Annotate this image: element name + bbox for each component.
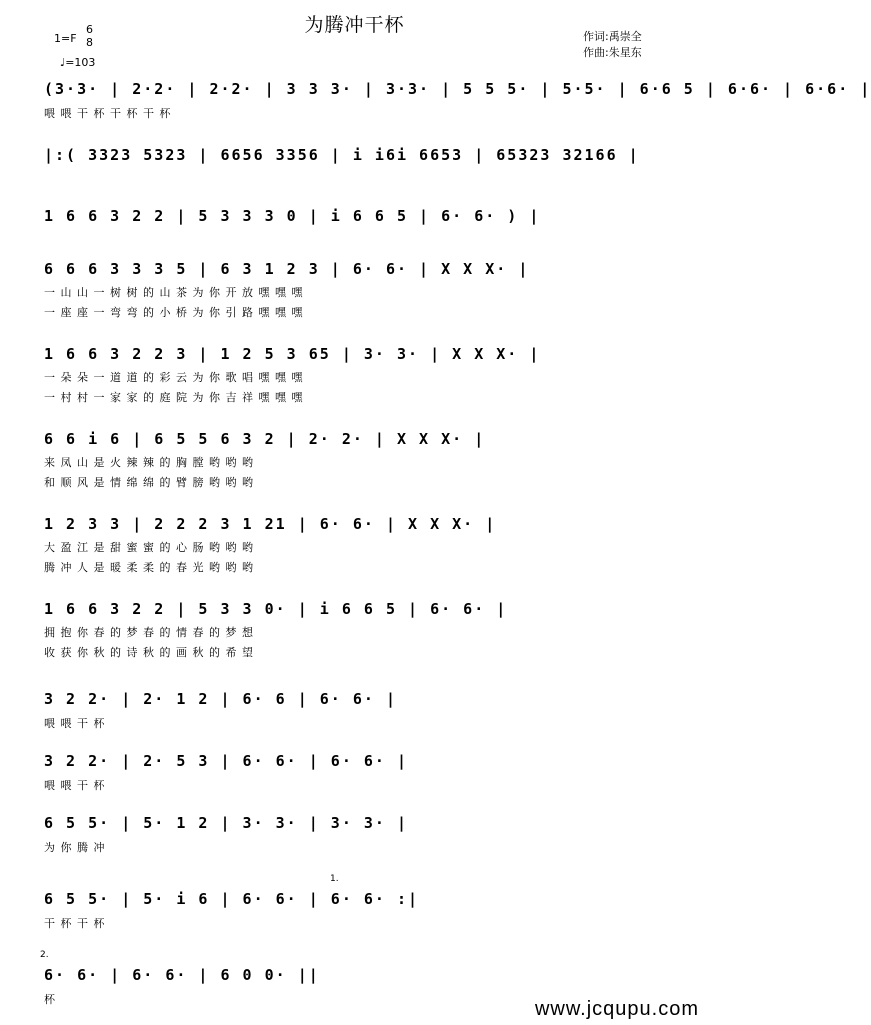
line-lyric: 来 凤 山 是 火 辣 辣 的 胸 膛 哟 哟 哟 xyxy=(44,456,254,469)
score-line-5 xyxy=(44,345,679,404)
line-notes: 1 6 6 3 2 2 3 | 1 2 5 3 65 | 3· 3· | X X X· | xyxy=(44,345,541,363)
volta-1-label: 1. xyxy=(330,874,339,884)
score-line-8 xyxy=(44,600,679,659)
line-notes: 6 5 5· | 5· i 6 | 6· 6· | 6· 6· :| xyxy=(44,890,420,908)
line-lyric: 一 座 座 一 弯 弯 的 小 桥 为 你 引 路 嘿 嘿 嘿 xyxy=(44,306,304,319)
time-signature xyxy=(86,23,93,49)
score-line-9 xyxy=(44,690,679,732)
line-notes: (3·3· | 2·2· | 2·2· | 3 3 3· | 3·3· | 5 5 5· | 5·5· | 6·6 5 | 6·6· | 6·6· | xyxy=(44,80,871,98)
line-lyric: 拥 抱 你 春 的 梦 春 的 情 春 的 梦 想 xyxy=(44,626,254,639)
line-notes: 1 2 3 3 | 2 2 2 3 1 21 | 6· 6· | X X X· | xyxy=(44,515,497,533)
line-lyric: 干 杯 干 杯 xyxy=(44,917,106,930)
volta-2-label: 2. xyxy=(40,950,49,960)
line-lyric: 杯 xyxy=(44,993,56,1006)
line-notes: 3 2 2· | 2· 5 3 | 6· 6· | 6· 6· | xyxy=(44,752,409,770)
score-line-2 xyxy=(44,146,679,188)
line-lyric: 腾 冲 人 是 暖 柔 柔 的 春 光 哟 哟 哟 xyxy=(44,561,254,574)
score-line-6 xyxy=(44,430,679,489)
line-lyric: 喂 喂 干 杯 xyxy=(44,717,106,730)
score-line-10 xyxy=(44,752,679,794)
time-top: 6 xyxy=(86,23,93,36)
line-notes: |:( 3323 5323 | 6656 3356 | i i6i 6653 | 65323 32166 | xyxy=(44,146,640,164)
line-notes: 6· 6· | 6· 6· | 6 0 0· || xyxy=(44,966,320,984)
watermark: www.jcqupu.com xyxy=(534,998,699,1020)
line-notes: 1 6 6 3 2 2 | 5 3 3 3 0 | i 6 6 5 | 6· 6· ) | xyxy=(44,207,541,225)
line-notes: 6 6 6 3 3 3 5 | 6 3 1 2 3 | 6· 6· | X X X· | xyxy=(44,260,530,278)
song-title: 为腾冲干杯 xyxy=(304,14,405,36)
line-notes: 6 6 i 6 | 6 5 5 6 3 2 | 2· 2· | X X X· | xyxy=(44,430,486,448)
score-line-12 xyxy=(44,890,679,932)
line-lyric: 一 山 山 一 树 树 的 山 茶 为 你 开 放 嘿 嘿 嘿 xyxy=(44,286,304,299)
lyricist-credit: 作词:禹崇全 xyxy=(583,30,642,43)
composer-credit: 作曲:朱星东 xyxy=(583,46,642,59)
tempo-mark: ♩=103 xyxy=(60,56,96,69)
line-lyric: 喂 喂 干 杯 干 杯 干 杯 xyxy=(44,107,172,120)
line-lyric: 为 你 腾 冲 xyxy=(44,841,106,854)
line-lyric: 大 盈 江 是 甜 蜜 蜜 的 心 肠 哟 哟 哟 xyxy=(44,541,254,554)
line-notes: 6 5 5· | 5· 1 2 | 3· 3· | 3· 3· | xyxy=(44,814,409,832)
score-line-1 xyxy=(44,80,871,122)
key-signature: 1=F xyxy=(54,32,77,45)
score-line-11 xyxy=(44,814,679,856)
line-lyric: 喂 喂 干 杯 xyxy=(44,779,106,792)
score-line-3 xyxy=(44,207,679,249)
time-bottom: 8 xyxy=(86,36,93,49)
line-lyric: 收 获 你 秋 的 诗 秋 的 画 秋 的 希 望 xyxy=(44,646,254,659)
line-lyric: 一 村 村 一 家 家 的 庭 院 为 你 吉 祥 嘿 嘿 嘿 xyxy=(44,391,304,404)
line-notes: 3 2 2· | 2· 1 2 | 6· 6 | 6· 6· | xyxy=(44,690,397,708)
score-line-4 xyxy=(44,260,679,319)
score-line-7 xyxy=(44,515,679,574)
line-lyric: 和 顺 风 是 情 绵 绵 的 臂 膀 哟 哟 哟 xyxy=(44,476,254,489)
line-lyric: 一 朵 朵 一 道 道 的 彩 云 为 你 歌 唱 嘿 嘿 嘿 xyxy=(44,371,304,384)
line-notes: 1 6 6 3 2 2 | 5 3 3 0· | i 6 6 5 | 6· 6· | xyxy=(44,600,508,618)
